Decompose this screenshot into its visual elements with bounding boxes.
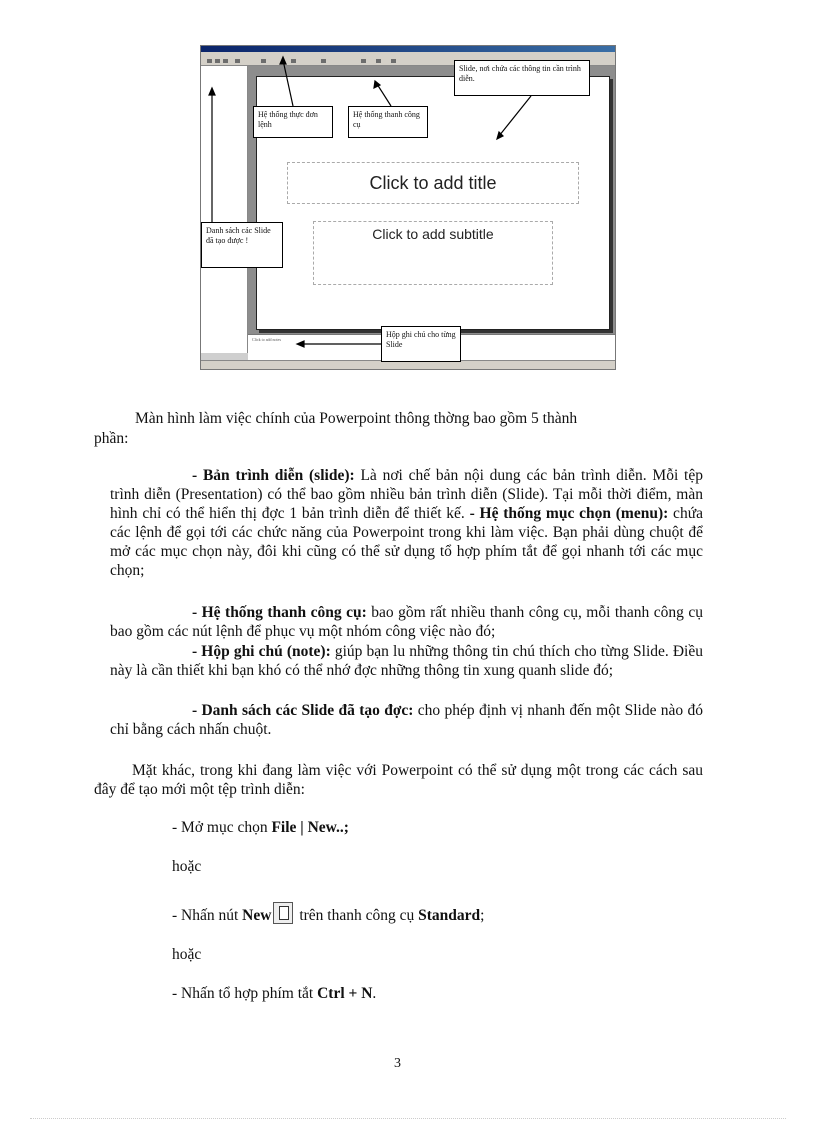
new-button-label: New xyxy=(242,907,272,924)
intro-line-2: phần: xyxy=(94,430,129,447)
desc-toolbar: bao gồm rất nhiều thanh công cụ, mỗi thanh công cụ bao gồm các nút lệnh để phục vụ một nhóm công việc nào đó; xyxy=(110,604,703,640)
title-placeholder: Click to add title xyxy=(287,162,579,204)
callout-toolbar-system: Hệ thống thanh công cụ xyxy=(348,106,428,138)
paragraph-create-new: Mặt khác, trong khi đang làm việc với Powerpoint có thể sử dụng một trong các cách sau đây để tạo mới một tệp trình diễn: xyxy=(94,762,703,798)
option-file-new: - Mở mục chọn File | New..; xyxy=(172,819,349,836)
term-menu: - Hệ thống mục chọn (menu): xyxy=(469,505,669,522)
term-slide-list: - Danh sách các Slide đã tạo đợc: xyxy=(192,702,414,719)
desc-notes: giúp bạn lu những thông tin chú thích cho từng Slide. Điều này là cần thiết khi bạn khó có thể nhớ đợc những thông tin xung quanh slide đó; xyxy=(110,643,703,679)
term-slide: - Bản trình diễn (slide): xyxy=(192,467,355,484)
menu-path-file-new: File | New..; xyxy=(271,819,349,836)
paragraph-notes xyxy=(110,642,703,680)
or-text-2: hoặc xyxy=(172,946,202,963)
shortcut-ctrl-n: Ctrl + N xyxy=(317,985,373,1002)
page-number: 3 xyxy=(394,1056,401,1071)
desc-slide: Là nơi chế bản nội dung các bản trình diễn. Mỗi tệp trình diễn (Presentation) có thể bao gồm nhiều bản trình diễn (Slide). Tại mỗi thời điểm, màn hình chỉ có thể hiển thị đợc 1 bản trình diễn để thiết kế. xyxy=(110,467,703,522)
powerpoint-screenshot-figure xyxy=(200,45,616,370)
desc-menu: chứa các lệnh để gọi tới các chức năng của Powerpoint trong khi làm việc. Bạn phải dùng chuột để mở các mục chọn này, đôi khi cũng có thể sử dụng tổ hợp phím tắt để gọi nhanh tới các mục chọn; xyxy=(110,505,703,579)
new-document-icon xyxy=(273,902,293,924)
subtitle-placeholder: Click to add subtitle xyxy=(313,221,553,285)
callout-slide-list: Danh sách các Slide đã tạo được ! xyxy=(201,222,283,268)
callout-notes: Hộp ghi chú cho từng Slide xyxy=(381,326,461,362)
desc-slide-list: cho phép định vị nhanh đến một Slide nào đó chỉ bằng cách nhấn chuột. xyxy=(110,702,703,738)
paragraph-slide-and-menu xyxy=(110,466,703,580)
slide-list-panel xyxy=(201,66,248,353)
paragraph-slide-list xyxy=(110,701,703,739)
or-text-1: hoặc xyxy=(172,858,202,875)
term-toolbar: - Hệ thống thanh công cụ: xyxy=(192,604,367,621)
option-new-button: - Nhấn nút New trên thanh công cụ Standard; xyxy=(172,902,672,925)
callout-slide: Slide, nơi chứa các thông tin cần trình diễn. xyxy=(454,60,590,96)
intro-line-1: Màn hình làm việc chính của Powerpoint thông thờng bao gồm 5 thành xyxy=(135,410,578,427)
term-notes: - Hộp ghi chú (note): xyxy=(192,643,331,660)
callout-menu-system: Hệ thống thực đơn lệnh xyxy=(253,106,333,138)
standard-toolbar-label: Standard xyxy=(418,907,481,924)
option-shortcut: - Nhấn tổ hợp phím tắt Ctrl + N. xyxy=(172,985,377,1002)
notes-placeholder: Click to add notes xyxy=(252,337,281,342)
paragraph-toolbar xyxy=(110,603,703,641)
footer-divider xyxy=(30,1118,786,1119)
